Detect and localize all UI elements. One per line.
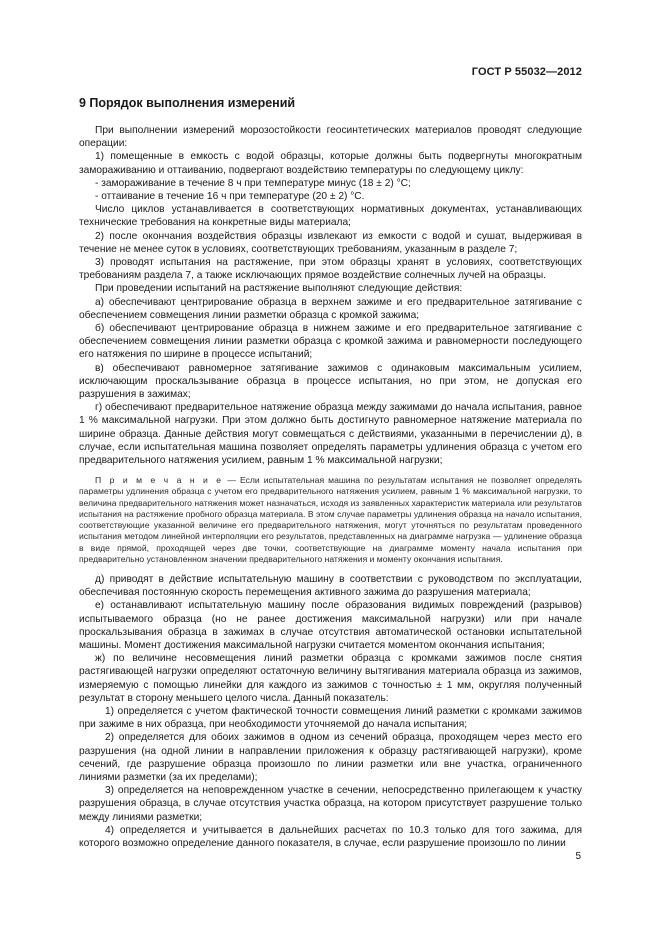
paragraph-subitem-2: 2) определяется для обоих зажимов в одном из сечений образца, проходящем через место его разрушения (на одной линии в направлении приложения к образцу растягивающей нагрузки), кроме сечений, где разрушение образца произошло по линии разметки или вне участка, ограниченного линиями разметки (за их пределами);	[79, 732, 582, 783]
page-number: 5	[575, 851, 581, 862]
paragraph-subitem-3: 3) определяется на неповрежденном участке в сечении, непосредственно прилегающем к участку разрушения образца, в случае отсутствия участка образца, на котором присутствует разрушение только между линиями разметки;	[79, 785, 582, 823]
paragraph-step-2: 2) после окончания воздействия образцы извлекают из емкости с водой и сушат, выдерживая в течение не менее суток в условиях, соответствующих требованиям, указанным в разделе 7;	[79, 230, 582, 255]
paragraph-subitem-1: 1) определяется с учетом фактической точности совмещения линий разметки с кромками зажимов при зажиме в них образца, при необходимости уточняемой до начала испытания;	[79, 705, 582, 731]
paragraph-item-d: д) приводят в действие испытательную машину в соответствии с руководством по эксплуатации, обеспечивая постоянную скорость перемещения активного зажима до разрушения материала;	[79, 573, 582, 599]
paragraph-item-a: а) обеспечивают центрирование образца в верхнем зажиме и его предварительное затягивание с обеспечением совмещения линии разметки образца с кромкой зажима;	[79, 296, 582, 321]
paragraph-item-b: б) обеспечивают центрирование образца в нижнем зажиме и его предварительное затягивание с обеспечением совмещения линии разметки образца с кромкой зажима и равномерности последующего его натяжения по ширине в процессе испытаний;	[79, 323, 582, 361]
section-title: 9 Порядок выполнения измерений	[79, 96, 296, 110]
paragraph-cycles: Число циклов устанавливается в соответствующих нормативных документах, устанавливающих технические требования на конкретные виды материала;	[79, 204, 582, 229]
paragraph-thawing: - оттаивание в течение 16 ч при температуре (20 ± 2) °С.	[95, 191, 365, 203]
standard-header: ГОСТ Р 55032—2012	[471, 66, 582, 78]
paragraph-step-3: 3) проводят испытания на растяжение, при этом образцы хранят в условиях, соответствующих требованиям раздела 7, а также исключающих прямое воздействие солнечных лучей на образцы.	[79, 257, 582, 282]
paragraph-tensile-intro: При проведении испытаний на растяжение выполняют следующие действия:	[95, 283, 463, 295]
paragraph-intro: При выполнении измерений морозостойкости геосинтетических материалов проводят следующие операции:	[79, 125, 582, 150]
paragraph-item-v: в) обеспечивают равномерное затягивание зажимов с одинаковым максимальным усилием, исключающим проскальзывание образца в процессе испытания, но при этом, не допуская его разрушения в зажимах;	[79, 362, 582, 401]
note-label: П р и м е ч а н и е	[95, 475, 224, 486]
section-body	[79, 124, 582, 850]
paragraph-freezing: - замораживание в течение 8 ч при температуре минус (18 ± 2) °С;	[95, 177, 411, 189]
note-block	[79, 475, 582, 565]
paragraph-step-1: 1) помещенные в емкость с водой образцы, которые должны быть подвергнуты многократным замораживанию и оттаиванию, подвергают воздействию температуры по следующему циклу:	[79, 151, 582, 176]
note-text: — Если испытательная машина по результатам испытания не позволяет определять параметры удлинения образца с учетом его предварительного натяжения усилием, равным 1 % максимальной нагрузки, то величина предварительного натяжения может назначаться, исходя из заявленных характеристик материала или результатов испытания на растяжение пробного образца материала. В этом случае параметры удлинения образца на начало испытания, соответствующие указанной величине его предварительного натяжения, могут уточняться по результатам проведенного испытания методом линейной интерполяции его результатов, представленных на диаграмме нагрузка — удлинение образца в виде прямой, проходящей через две точки, соответствующие на диаграмме моменту начала испытания при предварительно установленном значении предварительного натяжения и моменту окончания испытания.	[79, 475, 582, 564]
paragraph-item-g: г) обеспечивают предварительное натяжение образца между зажимами до начала испытания, равное 1 % максимальной нагрузки. При этом должно быть достигнуто равномерное натяжение материала по ширине образца. Данные действия могут совмещаться с действиями, указанными в перечислении д), в случае, если испытательная машина позволяет определять параметры удлинения образца с учетом его предварительного натяжения усилием, равным 1 % максимальной нагрузки;	[79, 402, 582, 467]
paragraph-item-zh: ж) по величине несовмещения линий разметки образца с кромками зажимов после снятия растягивающей нагрузки определяют остаточную величину вытягивания материала образца из зажимов, измеряемую с помощью линейки для каждого из зажимов с точностью ± 1 мм, округляя полученный результат в сторону меньшего целого числа. Данный показатель:	[79, 653, 582, 704]
paragraph-item-e: е) останавливают испытательную машину после образования видимых повреждений (разрывов) испытываемого образца (но не ранее достижения максимальной нагрузки) или при начале проскальзывания образца в зажимах в случае отсутствия автоматической остановки испытательной машины. Момент достижения максимальной нагрузки считается моментом окончания испытания;	[79, 600, 582, 651]
paragraph-subitem-4: 4) определяется и учитывается в дальнейших расчетах по 10.3 только для того зажима, для которого возможно определение данного показателя, в случае, если разрушение произошло по линии	[79, 824, 582, 849]
